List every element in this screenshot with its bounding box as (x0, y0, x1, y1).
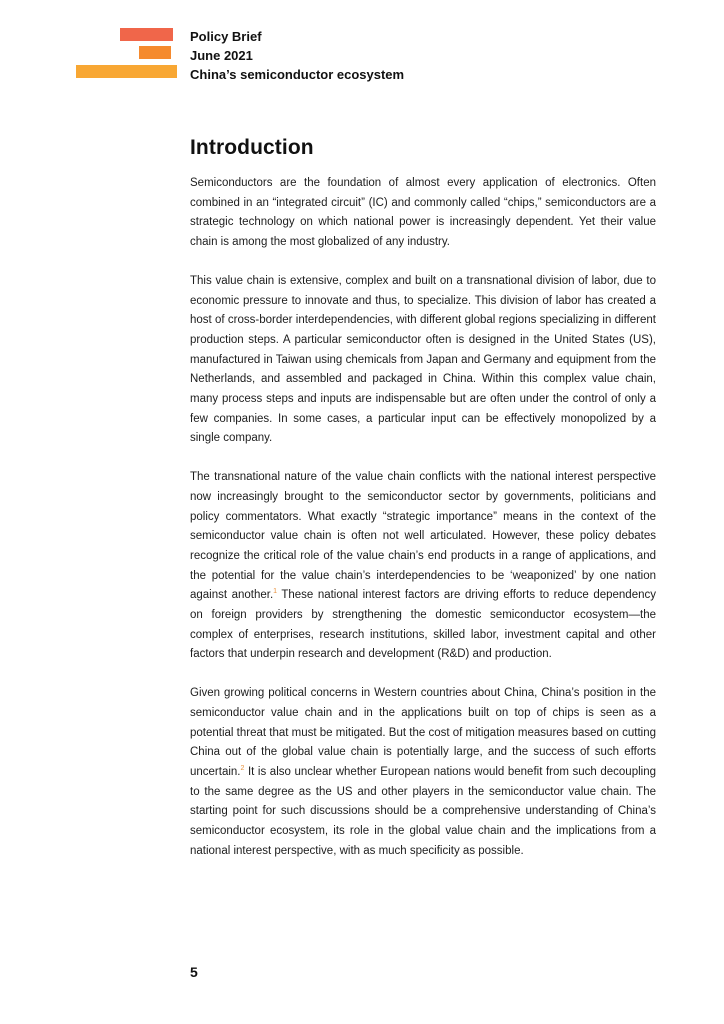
paragraph-4 (190, 684, 656, 861)
header-doc-title: China’s semiconductor ecosystem (190, 67, 405, 82)
brand-logo (76, 27, 181, 83)
section-heading: Introduction (190, 136, 314, 159)
footnote-ref-2[interactable]: 2 (240, 765, 245, 773)
logo-bar-middle (139, 46, 171, 59)
paragraph-3-part-1: The transnational nature of the value chain conflicts with the national interest perspective now increasingly brought to the semiconductor sector by governments, politicians and policy commentators. What exactly “strategic importance” means in the context of the semiconductor value chain is often not well articulated. However, these policy debates recognize the critical role of the value chain’s end products in a range of applications, and the potential for the value chain’s interdependencies to be ‘weaponized’ by one nation against another. (190, 471, 656, 602)
footnote-ref-1[interactable]: 1 (273, 588, 278, 596)
logo-bar-bottom (76, 65, 177, 78)
paragraph-4-part-1: Given growing political concerns in Western countries about China, China’s position in the semiconductor value chain and in the applications built on top of chips is seen as a potential threat that must be mitigated. But the cost of mitigation measures based on cutting China out of the global value chain is potentially large, and the success of such efforts uncertain. (190, 687, 657, 778)
running-header (190, 27, 404, 84)
body-text (190, 174, 656, 881)
logo-bar-top (120, 28, 173, 41)
header-date: June 2021 (190, 48, 253, 63)
header-doc-type: Policy Brief (190, 29, 262, 44)
page-number: 5 (190, 964, 198, 980)
paragraph-3-part-2: These national interest factors are driving efforts to reduce dependency on foreign providers by strengthening the domestic semiconductor ecosystem—the complex of enterprises, research institutions, skilled labor, investment capital and other factors that underpin research and development (R&D) and production. (190, 589, 656, 661)
paragraph-1: Semiconductors are the foundation of almost every application of electronics. Often combined in an “integrated circuit” (IC) and commonly called “chips,” semiconductors are a strategic technology on which national power is increasingly dependent. Yet their value chain is among the most globalized of any industry. (190, 177, 656, 249)
paragraph-3 (190, 468, 656, 665)
paragraph-2: This value chain is extensive, complex and built on a transnational division of labor, due to economic pressure to innovate and thus, to specialize. This division of labor has created a host of cross-border interdependencies, with different global regions specializing in different production steps. A particular semiconductor often is designed in the United States (US), manufactured in Taiwan using chemicals from Japan and Germany and equipment from the Netherlands, and assembled and packaged in China. Within this complex value chain, many process steps and inputs are indispensable but are often under the control of only a few companies. In some cases, a particular input can be effectively monopolized by a single company. (190, 274, 656, 445)
paragraph-4-part-2: It is also unclear whether European nations would benefit from such decoupling to the same degree as the US and other players in the semiconductor value chain. The starting point for such discussions should be a comprehensive understanding of China’s semiconductor ecosystem, its role in the global value chain and the implications from a national interest perspective, with as much specificity as possible. (190, 765, 656, 857)
